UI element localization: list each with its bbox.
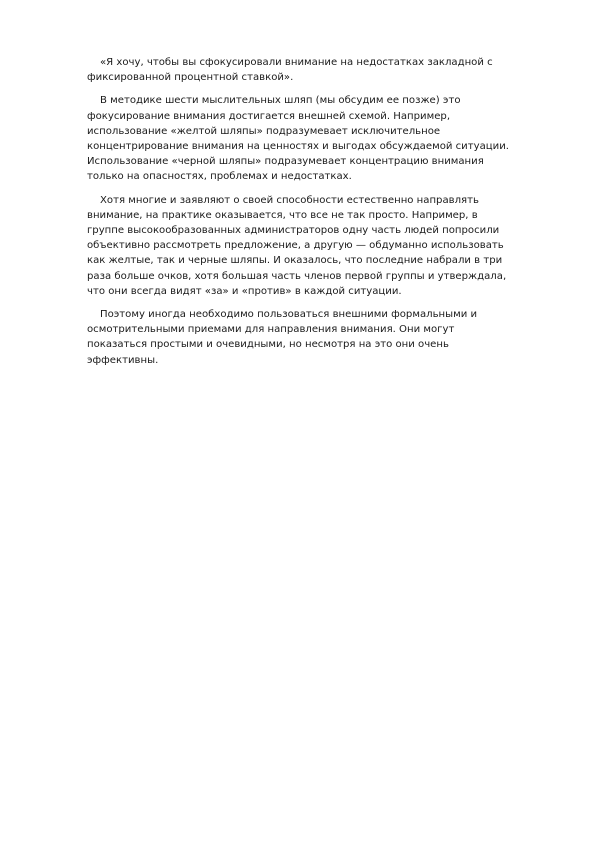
text-line: Хотя многие и заявляют о своей способности естественно направлять bbox=[100, 194, 479, 206]
text-line: внимание, на практике оказывается, что все не так просто. Например, в bbox=[87, 209, 478, 221]
paragraph-mortgage-quote bbox=[87, 55, 527, 85]
text-line: Использование «черной шляпы» подразумевает концентрацию внимания bbox=[87, 156, 484, 168]
text-line: объективно рассмотреть предложение, а другую — обдуманно использовать bbox=[87, 240, 504, 252]
paragraph-experiment bbox=[87, 193, 527, 299]
paragraph-conclusion bbox=[87, 307, 527, 368]
text-line: что они всегда видят «за» и «против» в каждой ситуации. bbox=[87, 285, 402, 297]
paragraph-six-hats bbox=[87, 93, 527, 184]
text-line: «Я хочу, чтобы вы сфокусировали внимание на недостатках закладной с bbox=[100, 57, 493, 68]
text-line: только на опасностях, проблемах и недостатках. bbox=[87, 171, 352, 183]
text-line: эффективны. bbox=[87, 354, 159, 366]
text-line: осмотрительными приемами для направления внимания. Они могут bbox=[87, 324, 455, 336]
text-line: раза больше очков, хотя большая часть членов первой группы и утверждала, bbox=[87, 270, 507, 282]
text-line: Поэтому иногда необходимо пользоваться внешними формальными и bbox=[100, 309, 478, 321]
text-line: фиксированной процентной ставкой». bbox=[87, 72, 294, 84]
text-line: концентрирование внимания на ценностях и выгодах обсуждаемой ситуации. bbox=[87, 141, 509, 153]
text-line: фокусирование внимания достигается внешней схемой. Например, bbox=[87, 110, 451, 122]
document-body bbox=[87, 55, 527, 376]
text-line: как желтые, так и черные шляпы. И оказалось, что последние набрали в три bbox=[87, 255, 503, 267]
text-line: В методике шести мыслительных шляп (мы обсудим ее позже) это bbox=[100, 95, 461, 107]
text-line: показаться простыми и очевидными, но несмотря на это они очень bbox=[87, 339, 449, 351]
text-line: группе высокообразованных администраторов одну часть людей попросили bbox=[87, 225, 500, 237]
text-line: использование «желтой шляпы» подразумевает исключительное bbox=[87, 125, 441, 137]
